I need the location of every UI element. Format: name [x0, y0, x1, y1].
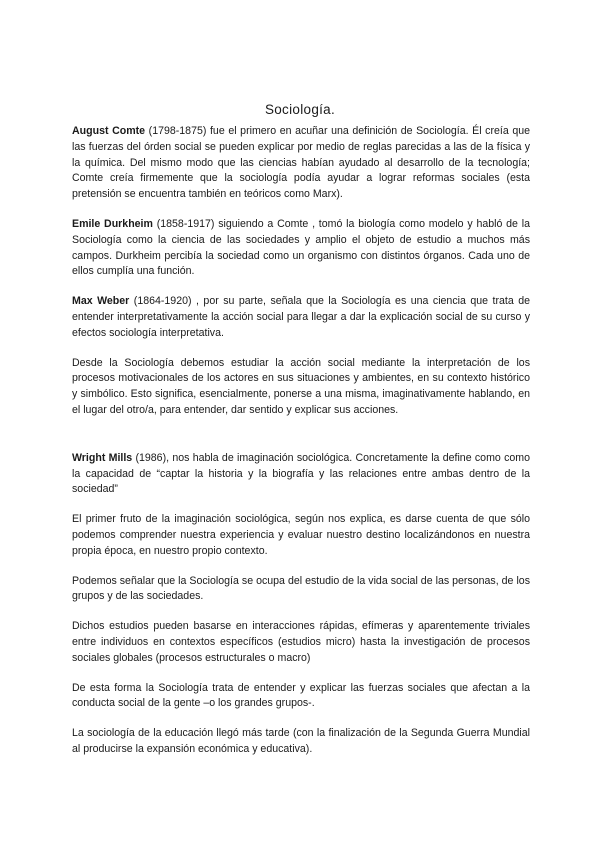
author-name: August Comte: [72, 125, 146, 137]
paragraph-durkheim: [72, 217, 530, 280]
paragraph-text: La sociología de la educación llegó más tarde (con la finalización de la Segunda Guerra Mundial al producirse la expansión económica y educativa).: [72, 727, 530, 755]
paragraph-vida-social: [72, 574, 530, 606]
paragraph-text: (1986), nos habla de imaginación sociológica. Concretamente la define como como la capacidad de “captar la historia y la biografía y las relaciones entre ambas dentro de la sociedad”: [72, 451, 530, 496]
paragraph-accion-social: [72, 356, 530, 419]
author-name: Max Weber: [72, 295, 130, 308]
paragraph-text: (1864-1920) , por su parte, señala que la Sociología es una ciencia que trata de entender interpretativamente la acción social para llegar a dar la explicación social de su curso y efectos sociología interpretativa.: [72, 295, 530, 339]
document-body: [72, 124, 530, 758]
paragraph-educacion: [72, 726, 530, 758]
paragraph-comte: [72, 124, 530, 203]
paragraph-imaginacion: [72, 512, 530, 559]
paragraph-mills: [72, 451, 530, 498]
paragraph-estudios: [72, 619, 530, 666]
paragraph-text: De esta forma la Sociología trata de entender y explicar las fuerzas sociales que afectan a la conducta social de la gente –o los grandes grupos-.: [72, 681, 530, 710]
paragraph-fuerzas-sociales: [72, 681, 530, 713]
paragraph-text: Desde la Sociología debemos estudiar la acción social mediante la interpretación de los procesos motivacionales de los actores en sus situaciones y ambientes, en su contexto histórico y simbólico. Esto significa, esencialmente, ponerse a una misma, imaginativamente hablando, en el lugar del otro/a, para entender, dar sentido y explicar sus acciones.: [72, 356, 530, 416]
paragraph-text: Podemos señalar que la Sociología se ocupa del estudio de la vida social de las personas, de los grupos y de las sociedades.: [72, 574, 530, 603]
paragraph-weber: [72, 294, 530, 341]
author-name: Emile Durkheim: [72, 217, 153, 230]
paragraph-text: El primer fruto de la imaginación sociológica, según nos explica, es darse cuenta de que sólo podemos comprender nuestra experiencia y evaluar nuestro destino localizándonos en nuestra propia época, en nuestro propio contexto.: [72, 513, 530, 557]
paragraph-text: (1858-1917) siguiendo a Comte , tomó la biología como modelo y habló de la Sociología como la ciencia de las sociedades y amplio el objeto de estudio a muchos más campos. Durkheim percibía la sociedad como un organismo con distintos órganos. Cada uno de ellos cumplía una función.: [72, 217, 530, 278]
author-name: Wright Mills: [72, 451, 133, 464]
document-title: Sociología.: [264, 102, 336, 117]
paragraph-text: Dichos estudios pueden basarse en interacciones rápidas, efímeras y aparentemente triviales entre individuos en contextos específicos (estudios micro) hasta la investigación de procesos sociales globales (procesos estructurales o macro): [72, 620, 530, 664]
paragraph-text: (1798-1875) fue el primero en acuñar una definición de Sociología. Él creía que las fuerzas del órden social se pueden explicar por medio de reglas parecidas a las de la física y la química. Del mismo modo que las ciencias habían ayudado al desarrollo de la tecnología; Comte creía firmemente que la sociología podía ayudar a lograr reformas sociales (esta pretensión se encuentra también en teóricos como Marx).: [72, 125, 530, 201]
